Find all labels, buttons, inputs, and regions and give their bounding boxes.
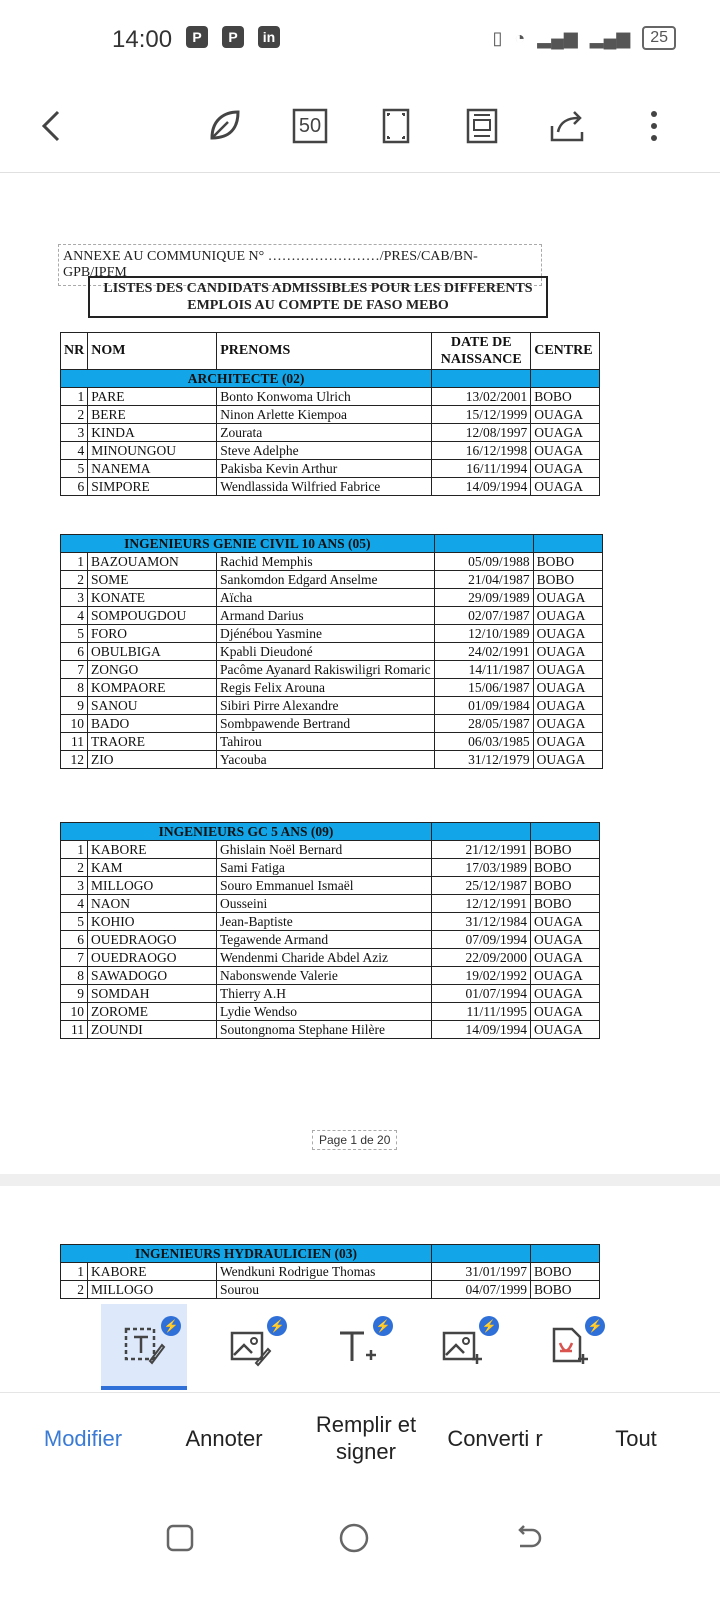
cell-nr: 10: [61, 1003, 88, 1021]
title-line-2: EMPLOIS AU COMPTE DE FASO MEBO: [187, 298, 449, 313]
cell-nr: 11: [61, 733, 88, 751]
table-row: [61, 967, 600, 985]
section-title: INGENIEURS GC 5 ANS (09): [61, 823, 432, 841]
cell-nom: PARE: [88, 388, 217, 406]
cell-nr: 4: [61, 607, 88, 625]
bolt-badge-icon: ⚡: [267, 1316, 287, 1336]
cell-date-naissance: 31/12/1979: [434, 751, 533, 769]
share-button[interactable]: [544, 102, 592, 150]
cell-centre: OUAGA: [533, 589, 602, 607]
cell-date-naissance: 05/09/1988: [434, 553, 533, 571]
zoom-level-button[interactable]: [286, 102, 334, 150]
wifi-icon: ◔: [514, 27, 526, 48]
section-title: ARCHITECTE (02): [61, 370, 432, 388]
cell-centre: BOBO: [531, 1281, 600, 1299]
cell-date-naissance: 21/04/1987: [434, 571, 533, 589]
cell-centre: OUAGA: [533, 643, 602, 661]
cell-nom: ZOUNDI: [88, 1021, 217, 1039]
header-nr: NR: [61, 333, 88, 370]
cell-centre: OUAGA: [531, 442, 600, 460]
cell-prenoms: Regis Felix Arouna: [217, 679, 435, 697]
cell-centre: OUAGA: [533, 679, 602, 697]
cell-nom: SIMPORE: [88, 478, 217, 496]
page-number: Page 1 de 20: [312, 1130, 397, 1150]
cell-date-naissance: 25/12/1987: [432, 877, 531, 895]
cell-centre: BOBO: [533, 571, 602, 589]
table-row: [61, 625, 603, 643]
vibrate-icon: ▯: [492, 27, 503, 48]
cell-nr: 6: [61, 478, 88, 496]
cell-nr: 5: [61, 460, 88, 478]
tab-convertir[interactable]: Converti r: [447, 1425, 543, 1451]
cell-centre: BOBO: [531, 877, 600, 895]
add-image-icon: [440, 1325, 484, 1369]
cell-prenoms: Djénébou Yasmine: [217, 625, 435, 643]
cell-date-naissance: 14/09/1994: [432, 1021, 531, 1039]
cell-nom: KABORE: [88, 1263, 217, 1281]
cell-nom: TRAORE: [88, 733, 217, 751]
cell-nr: 9: [61, 697, 88, 715]
cell-nom: KONATE: [88, 589, 217, 607]
section-title: INGENIEURS GENIE CIVIL 10 ANS (05): [61, 535, 435, 553]
cell-date-naissance: 31/12/1984: [432, 913, 531, 931]
bolt-badge-icon: ⚡: [479, 1316, 499, 1336]
cell-prenoms: Tahirou: [217, 733, 435, 751]
table-row: [61, 1263, 600, 1281]
cell-nr: 2: [61, 859, 88, 877]
cell-nr: 10: [61, 715, 88, 733]
cell-nom: SANOU: [88, 697, 217, 715]
cell-prenoms: Soutongnoma Stephane Hilère: [217, 1021, 432, 1039]
table-row: [61, 553, 603, 571]
cell-date-naissance: 28/05/1987: [434, 715, 533, 733]
cell-centre: OUAGA: [531, 478, 600, 496]
cell-prenoms: Ghislain Noël Bernard: [217, 841, 432, 859]
cell-nr: 12: [61, 751, 88, 769]
cell-nr: 3: [61, 877, 88, 895]
cell-nom: ZOROME: [88, 1003, 217, 1021]
mode-tabs: [0, 1392, 720, 1483]
cell-nom: FORO: [88, 625, 217, 643]
table-row: [61, 733, 603, 751]
cell-nr: 1: [61, 553, 88, 571]
edit-tools-bar: [0, 1304, 720, 1392]
section-rows: [61, 388, 600, 496]
cell-nr: 9: [61, 985, 88, 1003]
cell-centre: OUAGA: [533, 751, 602, 769]
section-header-row: [61, 370, 600, 388]
section-title: INGENIEURS HYDRAULICIEN (03): [61, 1245, 432, 1263]
cell-nr: 2: [61, 571, 88, 589]
cell-centre: BOBO: [531, 895, 600, 913]
p-app-icon: P: [186, 26, 208, 48]
tab-remplir-signer[interactable]: Remplir et signer: [315, 1412, 417, 1464]
cell-centre: OUAGA: [533, 715, 602, 733]
cell-centre: OUAGA: [531, 424, 600, 442]
header-date-naissance: DATE DE NAISSANCE: [432, 333, 531, 370]
table-row: [61, 715, 603, 733]
cell-prenoms: Pakisba Kevin Arthur: [217, 460, 432, 478]
cell-centre: OUAGA: [531, 406, 600, 424]
cell-nr: 1: [61, 1263, 88, 1281]
section-rows: [61, 553, 603, 769]
tab-modifier[interactable]: Modifier: [43, 1425, 123, 1451]
cell-date-naissance: 12/08/1997: [432, 424, 531, 442]
cell-nom: BADO: [88, 715, 217, 733]
cell-date-naissance: 14/09/1994: [432, 478, 531, 496]
cell-date-naissance: 13/02/2001: [432, 388, 531, 406]
signal-icon-2: ▂▄▆: [589, 27, 631, 48]
table-row: [61, 460, 600, 478]
table-header-row: [61, 333, 600, 370]
cell-centre: OUAGA: [533, 661, 602, 679]
add-text-tool[interactable]: [313, 1304, 399, 1390]
table-row: [61, 424, 600, 442]
bolt-badge-icon: ⚡: [373, 1316, 393, 1336]
home-icon: [338, 1522, 370, 1554]
cell-date-naissance: 31/01/1997: [432, 1263, 531, 1281]
cell-nom: ZIO: [88, 751, 217, 769]
cell-date-naissance: 12/12/1991: [432, 895, 531, 913]
cell-date-naissance: 01/07/1994: [432, 985, 531, 1003]
table-row: [61, 442, 600, 460]
cell-date-naissance: 24/02/1991: [434, 643, 533, 661]
pdf-page-1[interactable]: [0, 174, 720, 1174]
edit-text-tool[interactable]: [101, 1304, 187, 1390]
cell-centre: OUAGA: [531, 985, 600, 1003]
table-row: [61, 406, 600, 424]
edit-image-icon: [228, 1325, 272, 1369]
cell-centre: OUAGA: [533, 697, 602, 715]
pdf-page-2[interactable]: [0, 1186, 720, 1304]
recents-button[interactable]: [160, 1518, 200, 1558]
cell-nom: NANEMA: [88, 460, 217, 478]
table-row: [61, 931, 600, 949]
table-row: [61, 661, 603, 679]
candidates-table-hydraulicien: [60, 1244, 600, 1299]
cell-prenoms: Jean-Baptiste: [217, 913, 432, 931]
cell-nr: 6: [61, 931, 88, 949]
pdf-add-icon: [546, 1325, 590, 1369]
cell-centre: OUAGA: [531, 967, 600, 985]
more-options-button[interactable]: [630, 102, 678, 150]
cell-prenoms: Aïcha: [217, 589, 435, 607]
status-right: [493, 26, 676, 50]
cell-nom: MILLOGO: [88, 877, 217, 895]
system-nav-bar: [0, 1482, 720, 1600]
cell-nr: 6: [61, 643, 88, 661]
cell-date-naissance: 12/10/1989: [434, 625, 533, 643]
cell-prenoms: Souro Emmanuel Ismaël: [217, 877, 432, 895]
eco-mode-button[interactable]: [200, 102, 248, 150]
table-row: [61, 571, 603, 589]
cell-prenoms: Wendkuni Rodrigue Thomas: [217, 1263, 432, 1281]
cell-centre: BOBO: [531, 859, 600, 877]
cell-centre: BOBO: [533, 553, 602, 571]
cell-nom: MILLOGO: [88, 1281, 217, 1299]
cell-nr: 3: [61, 589, 88, 607]
recents-icon: [164, 1522, 196, 1554]
cell-prenoms: Armand Darius: [217, 607, 435, 625]
table-row: [61, 913, 600, 931]
section-rows: [61, 841, 600, 1039]
cell-nr: 8: [61, 967, 88, 985]
cell-prenoms: Tegawende Armand: [217, 931, 432, 949]
header-centre: CENTRE: [531, 333, 600, 370]
cell-nr: 1: [61, 388, 88, 406]
table-row: [61, 697, 603, 715]
candidates-table-gc-5: [60, 822, 600, 1039]
cell-prenoms: Kpabli Dieudoné: [217, 643, 435, 661]
linkedin-icon: in: [258, 26, 280, 48]
cell-nom: ZONGO: [88, 661, 217, 679]
candidates-table-genie-civil-10: [60, 534, 603, 769]
section-rows: [61, 1263, 600, 1299]
table-row: [61, 643, 603, 661]
cell-centre: OUAGA: [531, 1021, 600, 1039]
cell-date-naissance: 19/02/1992: [432, 967, 531, 985]
edit-text-icon: [122, 1323, 166, 1367]
cell-centre: OUAGA: [531, 949, 600, 967]
table-row: [61, 949, 600, 967]
cell-nom: KINDA: [88, 424, 217, 442]
cell-prenoms: Zourata: [217, 424, 432, 442]
cell-nr: 7: [61, 661, 88, 679]
cell-nr: 2: [61, 406, 88, 424]
table-row: [61, 859, 600, 877]
cell-date-naissance: 15/12/1999: [432, 406, 531, 424]
cell-centre: OUAGA: [531, 913, 600, 931]
cell-date-naissance: 14/11/1987: [434, 661, 533, 679]
cell-nom: NAON: [88, 895, 217, 913]
cell-nom: KAM: [88, 859, 217, 877]
header-prenoms: PRENOMS: [217, 333, 432, 370]
cell-centre: OUAGA: [533, 733, 602, 751]
cell-centre: BOBO: [531, 1263, 600, 1281]
cell-nom: SAWADOGO: [88, 967, 217, 985]
cell-centre: BOBO: [531, 841, 600, 859]
fullscreen-icon: [376, 106, 416, 146]
bolt-badge-icon: ⚡: [585, 1316, 605, 1336]
cell-nr: 7: [61, 949, 88, 967]
back-nav-button[interactable]: [508, 1518, 548, 1558]
cell-nom: MINOUNGOU: [88, 442, 217, 460]
cell-nr: 5: [61, 913, 88, 931]
zoom-level: 50: [298, 114, 322, 137]
fullscreen-button[interactable]: [372, 102, 420, 150]
section-header-row: [61, 535, 603, 553]
cell-nom: KOHIO: [88, 913, 217, 931]
table-row: [61, 679, 603, 697]
cell-date-naissance: 16/12/1998: [432, 442, 531, 460]
pdf-convert-tool[interactable]: [525, 1304, 611, 1390]
cell-nom: SOMPOUGDOU: [88, 607, 217, 625]
header-nom: NOM: [88, 333, 217, 370]
cell-nom: OUEDRAOGO: [88, 949, 217, 967]
share-icon: [548, 106, 588, 146]
cell-nr: 8: [61, 679, 88, 697]
cell-prenoms: Bonto Konwoma Ulrich: [217, 388, 432, 406]
table-row: [61, 985, 600, 1003]
cell-date-naissance: 29/09/1989: [434, 589, 533, 607]
section-header-row: [61, 1245, 600, 1263]
cell-date-naissance: 04/07/1999: [432, 1281, 531, 1299]
back-arrow-icon: [32, 106, 72, 146]
table-row: [61, 751, 603, 769]
cell-date-naissance: 16/11/1994: [432, 460, 531, 478]
battery-icon: 25: [642, 26, 676, 50]
cell-centre: OUAGA: [531, 931, 600, 949]
title-line-1: LISTES DES CANDIDATS ADMISSIBLES POUR LES DIFFERENTS: [103, 281, 533, 296]
cell-date-naissance: 07/09/1994: [432, 931, 531, 949]
leaf-icon: [204, 106, 244, 146]
cell-date-naissance: 17/03/1989: [432, 859, 531, 877]
bolt-badge-icon: ⚡: [161, 1316, 181, 1336]
notification-icons: [186, 26, 280, 48]
cell-nom: SOMDAH: [88, 985, 217, 1003]
table-row: [61, 877, 600, 895]
cell-nom: BAZOUAMON: [88, 553, 217, 571]
table-row: [61, 589, 603, 607]
table-row: [61, 1003, 600, 1021]
table-row: [61, 478, 600, 496]
cell-prenoms: Sankomdon Edgard Anselme: [217, 571, 435, 589]
cell-centre: OUAGA: [531, 460, 600, 478]
tab-tout[interactable]: Tout: [615, 1425, 657, 1451]
cell-nom: KABORE: [88, 841, 217, 859]
cell-nr: 4: [61, 895, 88, 913]
cell-nom: KOMPAORE: [88, 679, 217, 697]
cell-date-naissance: 06/03/1985: [434, 733, 533, 751]
cell-nr: 11: [61, 1021, 88, 1039]
page-layout-icon: [462, 106, 502, 146]
cell-nr: 5: [61, 625, 88, 643]
page-view-button[interactable]: [458, 102, 506, 150]
cell-prenoms: Yacouba: [217, 751, 435, 769]
cell-nom: SOME: [88, 571, 217, 589]
cell-centre: OUAGA: [531, 1003, 600, 1021]
cell-prenoms: Steve Adelphe: [217, 442, 432, 460]
cell-nr: 3: [61, 424, 88, 442]
cell-prenoms: Rachid Memphis: [217, 553, 435, 571]
candidates-table-architecte: [60, 332, 600, 496]
table-row: [61, 895, 600, 913]
add-text-icon: [334, 1325, 378, 1369]
publisher-app-icon: P: [222, 26, 244, 48]
cell-centre: OUAGA: [533, 625, 602, 643]
table-row: [61, 1021, 600, 1039]
cell-prenoms: Wendenmi Charide Abdel Aziz: [217, 949, 432, 967]
cell-prenoms: Ousseini: [217, 895, 432, 913]
annex-reference: ANNEXE AU COMMUNIQUE N° ……………………/PRES/CAB/BN-GPB/IPFM: [58, 244, 542, 286]
cell-nr: 1: [61, 841, 88, 859]
cell-prenoms: Thierry A.H: [217, 985, 432, 1003]
add-image-tool[interactable]: [419, 1304, 505, 1390]
cell-prenoms: Lydie Wendso: [217, 1003, 432, 1021]
table-row: [61, 841, 600, 859]
top-toolbar: [0, 80, 720, 173]
cell-prenoms: Sibiri Pirre Alexandre: [217, 697, 435, 715]
cell-nom: BERE: [88, 406, 217, 424]
back-nav-icon: [512, 1522, 544, 1554]
cell-prenoms: Sami Fatiga: [217, 859, 432, 877]
document-title: [88, 276, 548, 318]
table-row: [61, 388, 600, 406]
cell-prenoms: Sombpawende Bertrand: [217, 715, 435, 733]
cell-prenoms: Sourou: [217, 1281, 432, 1299]
more-vert-icon: [634, 106, 674, 146]
table-row: [61, 607, 603, 625]
cell-date-naissance: 01/09/1984: [434, 697, 533, 715]
table-row: [61, 1281, 600, 1299]
cell-prenoms: Pacôme Ayanard Rakiswiligri Romaric: [217, 661, 435, 679]
cell-date-naissance: 22/09/2000: [432, 949, 531, 967]
cell-nom: OUEDRAOGO: [88, 931, 217, 949]
status-bar: [0, 0, 720, 80]
cell-date-naissance: 21/12/1991: [432, 841, 531, 859]
cell-prenoms: Wendlassida Wilfried Fabrice: [217, 478, 432, 496]
cell-centre: BOBO: [531, 388, 600, 406]
cell-date-naissance: 11/11/1995: [432, 1003, 531, 1021]
cell-nr: 2: [61, 1281, 88, 1299]
cell-nr: 4: [61, 442, 88, 460]
document-viewer[interactable]: [0, 174, 720, 1304]
signal-icon-1: ▂▄▆: [537, 27, 578, 48]
status-time: 14:00: [112, 26, 173, 53]
cell-date-naissance: 02/07/1987: [434, 607, 533, 625]
cell-prenoms: Ninon Arlette Kiempoa: [217, 406, 432, 424]
cell-date-naissance: 15/06/1987: [434, 679, 533, 697]
tab-annoter[interactable]: Annoter: [185, 1425, 263, 1451]
cell-centre: OUAGA: [533, 607, 602, 625]
home-button[interactable]: [334, 1518, 374, 1558]
edit-image-tool[interactable]: [207, 1304, 293, 1390]
cell-nom: OBULBIGA: [88, 643, 217, 661]
back-button[interactable]: [28, 102, 76, 150]
section-header-row: [61, 823, 600, 841]
cell-prenoms: Nabonswende Valerie: [217, 967, 432, 985]
